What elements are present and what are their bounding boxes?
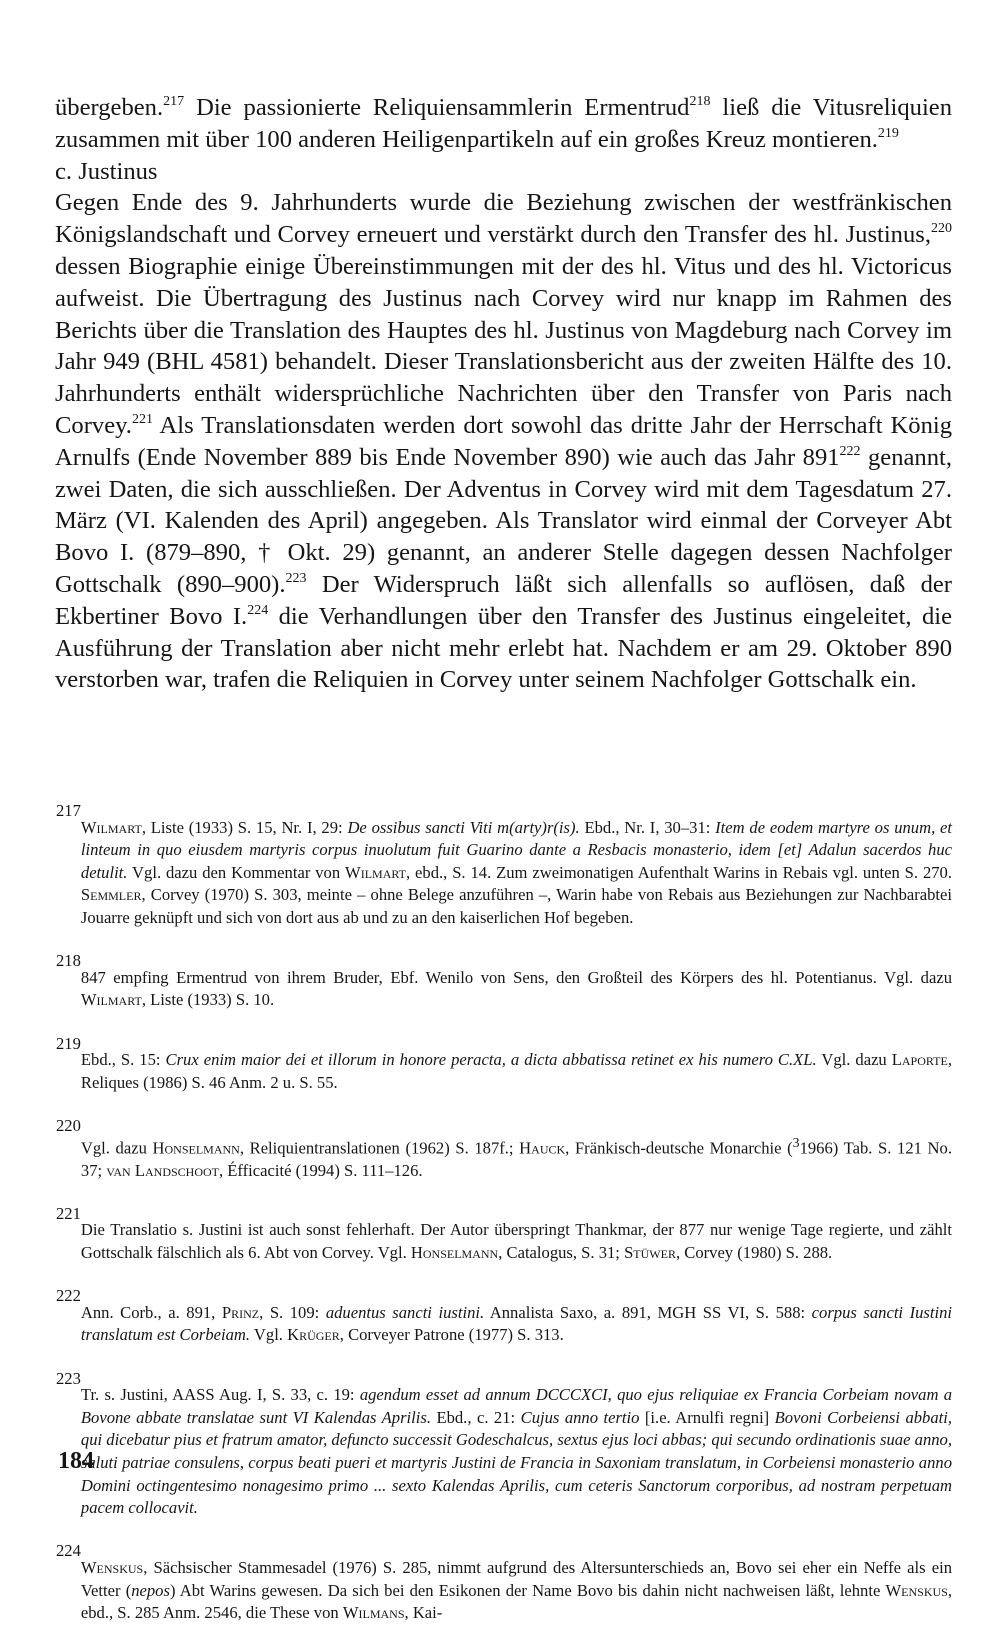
text-run: , Liste (1933) S. 15, Nr. I, 29: [141, 817, 348, 837]
page-number: 184 [58, 1448, 94, 1474]
footnote-number: 221 [56, 1203, 81, 1223]
text-run: Ebd., S. 15: [80, 1050, 166, 1070]
text-run: Vgl. dazu den Kommentar von [127, 862, 346, 882]
footnotes [55, 800, 952, 1645]
footnote-text [81, 1132, 952, 1183]
author-name: Stüwer [624, 1243, 676, 1262]
latin-quote: aduentus sancti iustini. [325, 1302, 485, 1322]
text-run: [i.e. Arnulfi regni] [639, 1407, 775, 1427]
footnote-number: 223 [56, 1368, 81, 1388]
author-name: Hauck [519, 1138, 566, 1158]
footnote-220 [55, 1115, 952, 1199]
footnote-224 [55, 1540, 952, 1641]
author-name: Honselmann [152, 1138, 240, 1158]
footnote-ref-217[interactable]: 217 [163, 94, 185, 109]
footnote-221 [55, 1203, 952, 1281]
text-run: Ann. Corb., a. 891, [80, 1302, 222, 1322]
text-run: , Catalogus, S. 31; [498, 1243, 625, 1262]
text-run: ließ die Vitusreliquien zusammen mit über 100 anderen Heiligenpartikeln auf ein großes Kreuz montieren. [55, 94, 953, 153]
footnote-number: 224 [56, 1541, 81, 1561]
footnote-text [81, 817, 952, 930]
author-name: Prinz [221, 1302, 260, 1322]
author-name: Wilmart [345, 862, 406, 882]
text-run: dessen Biographie einige Übereinstimmungen mit der des hl. Vitus und des hl. Victoricus aufweist. Die Übertragung des Justinus nach Corvey wird nur knapp im Rahmen des Berichts über die Translation des Hauptes des hl. Justinus von Magdeburg nach Corvey im Jahr 949 (BHL 4581) behandelt. Dieser Translationsbericht aus der zweiten Hälfte des 10. Jahrhunderts enthält widersprüchliche Nachrichten über den Transfer von Paris nach Corvey. [55, 252, 952, 439]
footnote-ref-219[interactable]: 219 [877, 125, 899, 141]
text-run: , Reliques (1986) S. 46 Anm. 2 u. S. 55. [80, 1050, 952, 1092]
text-run: 847 empfing Ermentrud von ihrem Bruder, Ebf. Wenilo von Sens, den Großteil des Körpers des hl. Potentianus. Vgl. dazu [80, 967, 952, 987]
footnote-text [81, 1219, 952, 1264]
footnote-text [81, 1302, 952, 1347]
latin-quote: De ossibus sancti Viti m(arty)r(is). [347, 817, 580, 837]
footnote-217 [55, 800, 952, 946]
footnote-222 [55, 1285, 952, 1363]
latin-quote: Bovoni Corbeiensi abbati, qui dicebatur pius et fratrum amator, defuncto successit Godeschalcus, sextus ejus loci abbas; qui secundo ordinationis suae anno, saluti patriae consulens, corpus beati pueri et martyris Justini de Francia in Saxoniam translatum, in Corbeiensi monasterio anno Domini octingentesimo nonagesimo primo ... sexto Kalendas Aprilis, cum ceteris Sanctorum corporibus, ad nostram perpetuam pacem collocavit. [80, 1407, 952, 1518]
footnote-number: 219 [56, 1033, 81, 1053]
footnote-text [81, 1557, 952, 1625]
footnote-ref-223[interactable]: 223 [285, 570, 307, 586]
text-run: Vgl. dazu [816, 1050, 892, 1070]
author-name: Wenskus [80, 1557, 144, 1577]
author-name: Wilmart [80, 990, 142, 1010]
latin-word: nepos [131, 1580, 170, 1600]
footnote-text [81, 1049, 952, 1094]
latin-quote: Crux enim maior dei et illorum in honore peracta, a dicta abbatissa retinet ex his numero C.XL. [165, 1050, 817, 1070]
text-run: übergeben. [55, 94, 164, 121]
text-run: 1966) Tab. S. 121 No. 37; [80, 1138, 952, 1180]
text-run: , Liste (1933) S. 10. [141, 990, 275, 1010]
author-name: Wilmans [342, 1603, 405, 1623]
footnote-number: 222 [56, 1286, 81, 1306]
text-run: Vgl. [250, 1325, 288, 1345]
footnote-text [81, 1384, 952, 1520]
footnote-number: 217 [56, 801, 81, 820]
author-name: Laporte [891, 1050, 948, 1070]
text-run: , Kai- [404, 1603, 443, 1623]
footnote-ref-220[interactable]: 220 [931, 221, 952, 237]
text-run: Tr. s. Justini, AASS Aug. I, S. 33, c. 19: [80, 1385, 360, 1405]
author-name: Semmler [80, 885, 142, 905]
text-run: Vgl. dazu [80, 1138, 153, 1158]
latin-quote: Cujus anno tertio [520, 1407, 640, 1427]
footnote-ref-222[interactable]: 222 [839, 443, 861, 459]
text-run: , Corvey (1980) S. 288. [675, 1243, 833, 1262]
text-run: , Sächsischer Stammesadel (1976) S. 285, nimmt aufgrund des Altersunterschieds an, Bovo sei eher ein Neffe als ein Vetter ( [80, 1557, 952, 1600]
footnote-218 [55, 950, 952, 1028]
footnote-ref-218[interactable]: 218 [689, 94, 711, 109]
text-run: Der Widerspruch läßt sich allenfalls so auflösen, daß der Ekbertiner Bovo I. [55, 570, 952, 630]
text-run: , Fränkisch-deutsche Monarchie ( [565, 1138, 793, 1158]
author-name: Wenskus [885, 1580, 948, 1600]
author-name: Krüger [287, 1325, 340, 1345]
footnote-ref-224[interactable]: 224 [247, 602, 269, 618]
latin-quote: agendum esset ad annum DCCCXCI, quo ejus reliquiae ex Francia Corbeiam novam a Bovone abbate translatae sunt VI Kalendas Aprilis. [80, 1385, 952, 1427]
latin-quote: Item de eodem martyre os unum, et linteum in quo eiusdem martyris corpus inuolutum fuit Guarino dante a Resbacis monasterio, idem [et] Adalun sacerdos huc detulit. [80, 817, 953, 882]
text-run: Die Translatio s. Justini ist auch sonst fehlerhaft. Der Autor überspringt Thankmar, der 877 nur wenige Tage regierte, und zählt Gottschalk fälschlich als 6. Abt von Corvey. Vgl. [80, 1220, 952, 1262]
latin-quote: corpus sancti Iustini translatum est Corbeiam. [80, 1302, 952, 1345]
footnote-219 [55, 1033, 952, 1111]
text-run: Ebd., Nr. I, 30–31: [579, 817, 716, 837]
text-run: ) Abt Warins gewesen. Da sich bei den Esikonen der Name Bovo bis dahin nicht nachweisen läßt, lehnte [169, 1580, 886, 1600]
edition-superscript: 3 [792, 1134, 800, 1150]
section-heading: c. Justinus [55, 157, 158, 185]
text-run: Ebd., c. 21: [430, 1407, 521, 1427]
paragraph-1 [55, 92, 952, 156]
author-name: van Landschoot [106, 1160, 219, 1180]
author-name: Honselmann [410, 1243, 499, 1262]
text-run: Gegen Ende des 9. Jahrhunderts wurde die Beziehung zwischen der westfränkischen Königslandschaft und Corvey erneuert und verstärkt durch den Transfer des hl. Justinus, [55, 189, 952, 249]
text-run: , ebd., S. 285 Anm. 2546, die These von [80, 1580, 952, 1623]
text-run: , Reliquientranslationen (1962) S. 187f.; [239, 1138, 520, 1158]
paragraph-2 [55, 187, 952, 696]
text-run: die Verhandlungen über den Transfer des Justinus eingeleitet, die Ausführung der Translation aber nicht mehr erlebt hat. Nachdem er am 29. Oktober 890 verstorben war, trafen die Reliquien in Corvey unter seinem Nachfolger Gottschalk ein. [55, 602, 952, 694]
text-run: Die passionierte Reliquiensammlerin Ermentrud [184, 94, 690, 121]
footnote-223 [55, 1368, 952, 1537]
text-run: Annalista Saxo, a. 891, MGH SS VI, S. 588: [484, 1302, 812, 1322]
text-run: , Corvey (1970) S. 303, meinte – ohne Belege anzuführen –, Warin habe von Rebais aus Beziehungen zur Nachbarabtei Jouarre geknüpft und sich von dort aus ab und zu an den kaiserlichen Hof begeben. [80, 885, 952, 927]
text-run: , Éfficacité (1994) S. 111–126. [219, 1160, 423, 1180]
footnote-number: 220 [56, 1115, 81, 1135]
text-run: genannt, zwei Daten, die sich ausschließen. Der Adventus in Corvey wird mit dem Tagesdatum 27. März (VI. Kalenden des April) angegeben. Als Translator wird einmal der Corveyer Abt Bovo I. (879–890, † Okt. 29) genannt, an anderer Stelle dagegen dessen Nachfolger Gottschalk (890–900). [55, 443, 952, 598]
footnote-number: 218 [56, 951, 81, 971]
text-run: Als Translationsdaten werden dort sowohl das dritte Jahr der Herrschaft König Arnulfs (Ende November 889 bis Ende November 890) wie auch das Jahr 891 [55, 411, 952, 471]
footnote-ref-221[interactable]: 221 [131, 411, 153, 427]
main-text [55, 92, 952, 696]
author-name: Wilmart [80, 817, 142, 837]
text-run: , Corveyer Patrone (1977) S. 313. [339, 1325, 564, 1345]
text-run: , ebd., S. 14. Zum zweimonatigen Aufenthalt Warins in Rebais vgl. unten S. 270. [405, 862, 952, 882]
footnote-text [81, 967, 952, 1012]
text-run: , S. 109: [259, 1302, 326, 1322]
